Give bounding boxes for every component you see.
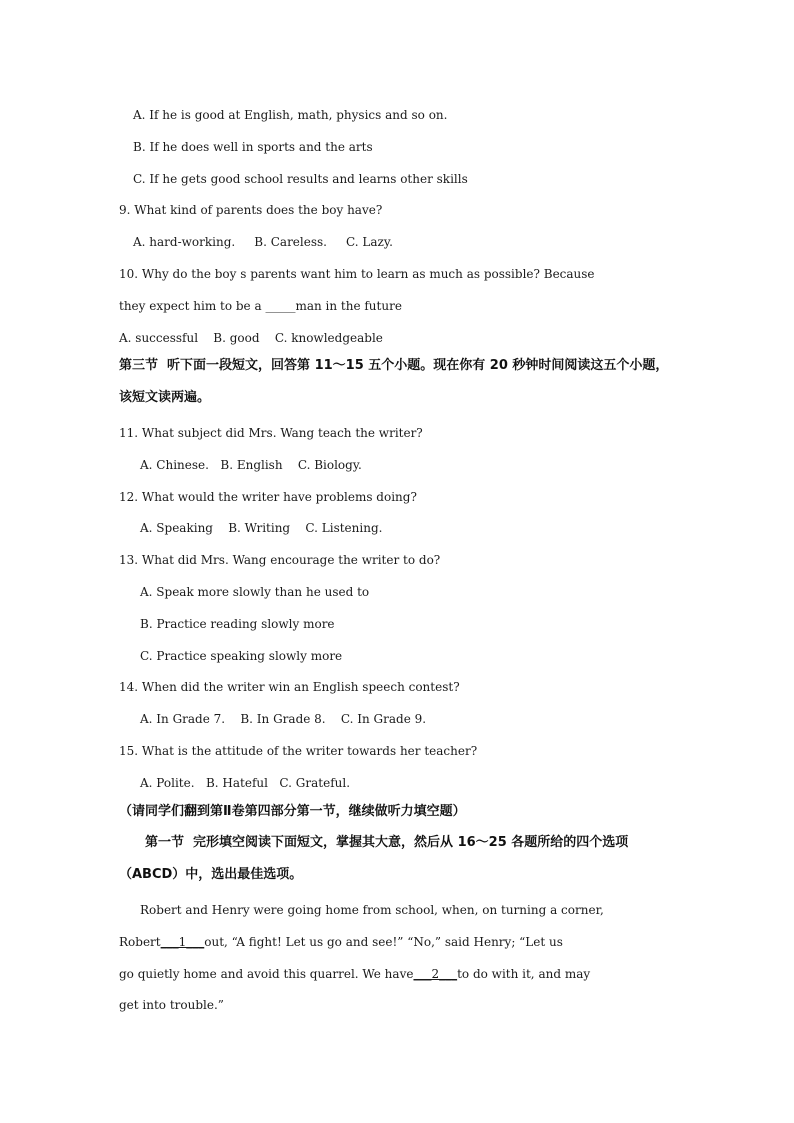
passage-text: Robert [119, 935, 161, 949]
cloze-heading-line1: 第一节 完形填空阅读下面短文，掌握其大意，然后从 16～25 各题所给的四个选项 [145, 835, 629, 850]
blank-2: ___2___ [413, 967, 458, 981]
passage-line3 [119, 966, 590, 982]
q13-question: 13. What did Mrs. Wang encourage the writer to do? [119, 553, 441, 567]
passage-text: to do with it, and may [457, 967, 591, 981]
blank-1: ___1___ [160, 935, 205, 949]
section3-heading-line2: 该短文读两遍。 [119, 390, 211, 405]
q13-option-b: B. Practice reading slowly more [140, 617, 335, 631]
q14-question: 14. When did the writer win an English speech contest? [119, 680, 460, 694]
q8-option-a: A. If he is good at English, math, physics and so on. [133, 108, 448, 122]
q9-question: 9. What kind of parents does the boy have? [119, 203, 383, 217]
q11-question: 11. What subject did Mrs. Wang teach the writer? [119, 426, 423, 440]
passage-line1: Robert and Henry were going home from school, when, on turning a corner, [140, 903, 604, 917]
q12-question: 12. What would the writer have problems doing? [119, 490, 417, 504]
passage-text: out, “A fight! Let us go and see!” “No,” said Henry; “Let us [204, 935, 563, 949]
q10-question-line2: they expect him to be a _____man in the future [119, 299, 402, 313]
q10-question-line1: 10. Why do the boy s parents want him to learn as much as possible? Because [119, 267, 595, 281]
q15-options: A. Polite. B. Hateful C. Grateful. [140, 776, 351, 790]
passage-line2 [119, 934, 563, 950]
passage-text: go quietly home and avoid this quarrel. We have [119, 967, 414, 981]
q8-option-c: C. If he gets good school results and learns other skills [133, 172, 468, 186]
passage-line4: get into trouble.” [119, 998, 224, 1012]
instruction-note: （请同学们翻到第Ⅱ卷第四部分第一节，继续做听力填空题） [119, 804, 466, 819]
q12-options: A. Speaking B. Writing C. Listening. [140, 521, 383, 535]
q13-option-a: A. Speak more slowly than he used to [140, 585, 370, 599]
q14-options: A. In Grade 7. B. In Grade 8. C. In Grade 9. [140, 712, 427, 726]
q13-option-c: C. Practice speaking slowly more [140, 649, 343, 663]
q10-options: A. successful B. good C. knowledgeable [119, 331, 383, 345]
section3-heading-line1: 第三节 听下面一段短文，回答第 11～15 五个小题。现在你有 20 秒钟时间阅读这五个小题， [119, 358, 669, 373]
q9-options: A. hard-working. B. Careless. C. Lazy. [133, 235, 393, 249]
q11-options: A. Chinese. B. English C. Biology. [140, 458, 362, 472]
q8-option-b: B. If he does well in sports and the arts [133, 140, 373, 154]
cloze-heading-line2: （ABCD）中，选出最佳选项。 [119, 867, 303, 882]
q15-question: 15. What is the attitude of the writer towards her teacher? [119, 744, 478, 758]
